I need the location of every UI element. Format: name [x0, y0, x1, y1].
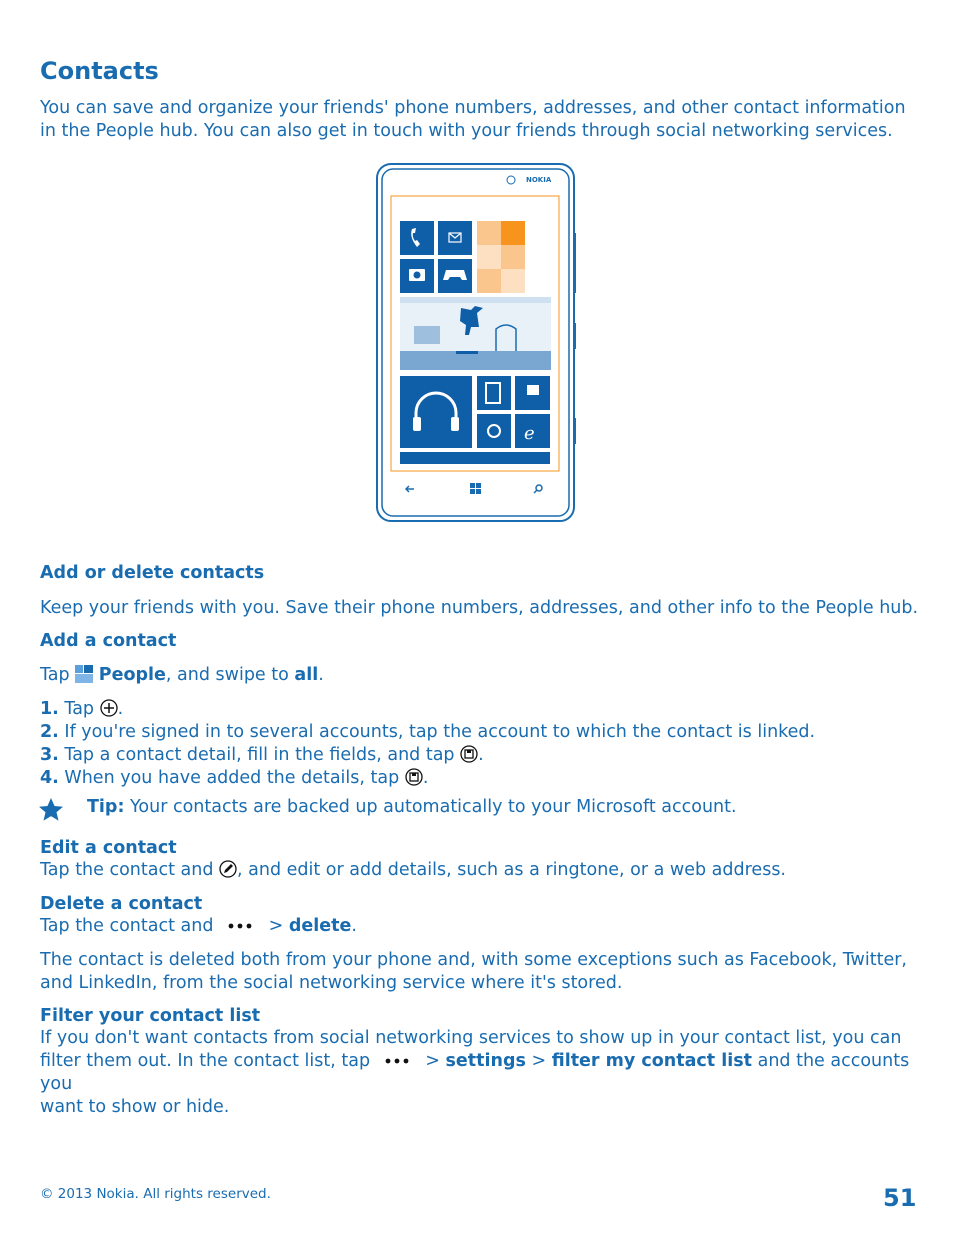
more-icon — [376, 1051, 420, 1069]
subheading-delete-contact: Delete a contact — [40, 894, 203, 914]
svg-text:e: e — [524, 423, 535, 444]
brand-logo: NOKIA — [526, 176, 552, 184]
more-icon — [219, 916, 263, 934]
filter-text: If you don't want contacts from social networking services to show up in your contact list, you can filter them out. In the contact list, tap > settings > filter my contact list and the accounts you want to show or hide. — [40, 1028, 910, 1117]
step-3: 3. Tap a contact detail, fill in the fields, and tap . — [40, 745, 484, 765]
phone-illustration — [376, 163, 576, 523]
subheading-filter: Filter your contact list — [40, 1006, 261, 1026]
step-2: 2. If you're signed in to several accounts, tap the account to which the contact is linked. — [40, 722, 816, 742]
edit-icon — [219, 860, 237, 878]
section-heading-add-delete: Add or delete contacts — [40, 563, 265, 583]
star-icon — [38, 797, 64, 827]
subheading-edit-contact: Edit a contact — [40, 838, 177, 858]
page-number: 51 — [883, 1184, 917, 1212]
tip-text: Tip: Your contacts are backed up automatically to your Microsoft account. — [87, 797, 737, 817]
delete-contact-text: Tap the contact and > delete. — [40, 916, 357, 936]
step-4: 4. When you have added the details, tap . — [40, 768, 429, 788]
add-icon — [100, 699, 118, 717]
step-1: 1. Tap . — [40, 699, 124, 719]
intro-text: You can save and organize your friends' phone numbers, addresses, and other contact information in the People hub. You can also get in touch with your friends through social networking services. — [40, 98, 906, 141]
save-icon — [460, 745, 478, 763]
subheading-add-contact: Add a contact — [40, 631, 177, 651]
delete-contact-note: The contact is deleted both from your phone and, with some exceptions such as Facebook, Twitter, and LinkedIn, from the social networking service where it's stored. — [40, 950, 907, 993]
edit-contact-text: Tap the contact and , and edit or add details, such as a ringtone, or a web address. — [40, 860, 786, 880]
add-contact-instruction: Tap People, and swipe to all. — [40, 665, 324, 685]
save-icon — [405, 768, 423, 786]
add-contact-steps — [40, 698, 920, 790]
page-title: Contacts — [40, 57, 159, 85]
section-text-add-delete: Keep your friends with you. Save their phone numbers, addresses, and other info to the People hub. — [40, 598, 919, 618]
people-tile-icon — [75, 665, 93, 683]
copyright: © 2013 Nokia. All rights reserved. — [40, 1186, 271, 1202]
